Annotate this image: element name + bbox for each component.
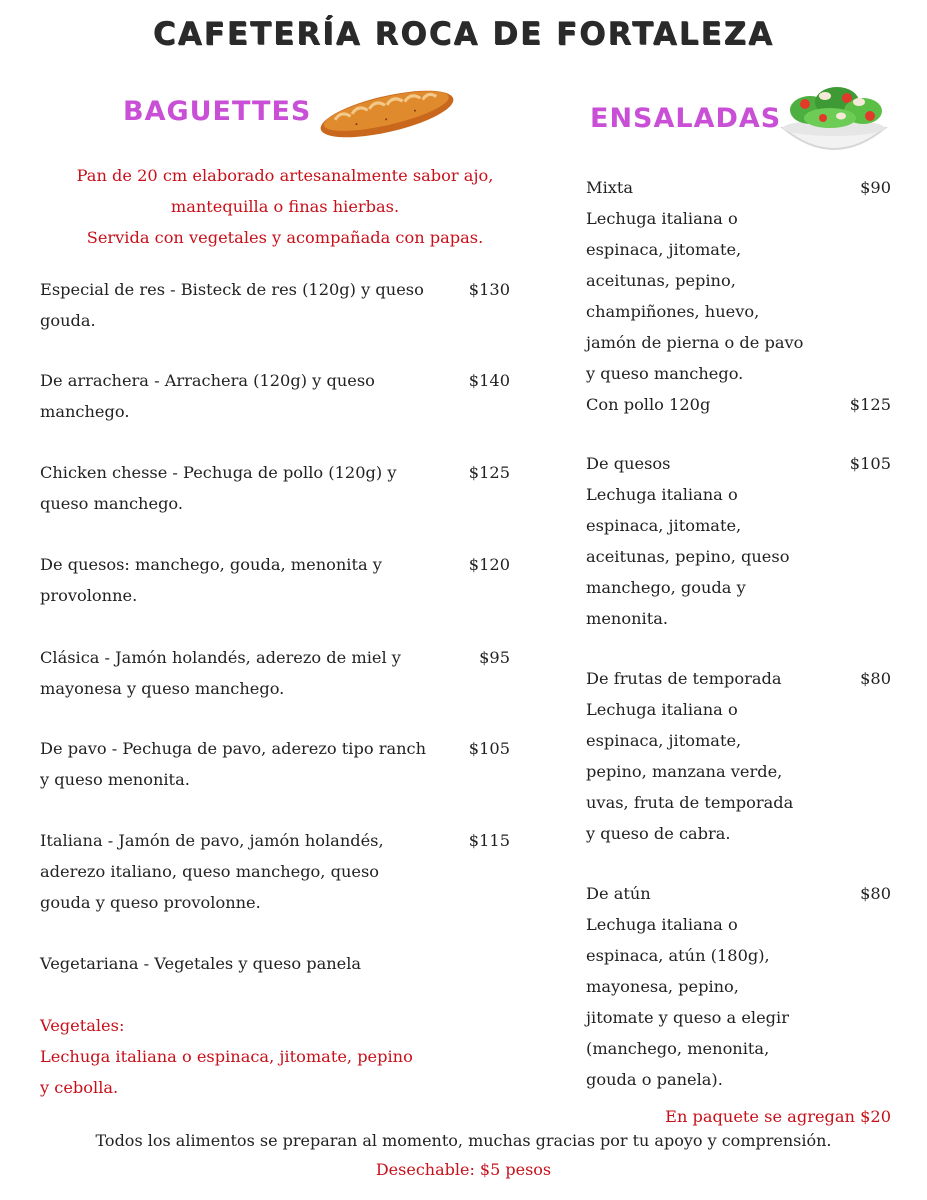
- salad-line: Lechuga italiana o: [586, 700, 738, 719]
- vegetales-line: y cebolla.: [40, 1078, 119, 1097]
- salad-line: mayonesa, pepino,: [586, 977, 739, 996]
- baguette-item-especial: [40, 274, 470, 336]
- item-line: mayonesa y queso manchego.: [40, 679, 285, 698]
- item-line: De arrachera - Arrachera (120g) y queso: [40, 371, 375, 390]
- salad-line: manchego, gouda y: [586, 578, 746, 597]
- salad-line: espinaca, jitomate,: [586, 240, 742, 259]
- item-line: provolonne.: [40, 586, 138, 605]
- baguette-item-clasica: [40, 642, 470, 704]
- baguette-item-chicken: [40, 457, 470, 519]
- salad-line: espinaca, jitomate,: [586, 731, 742, 750]
- salad-line: Lechuga italiana o: [586, 209, 738, 228]
- desechable-note: Desechable: $5 pesos: [375, 1160, 552, 1179]
- baguette-price: $120: [468, 555, 510, 574]
- salad-line: espinaca, atún (180g),: [586, 946, 770, 965]
- baguettes-intro: [40, 160, 530, 253]
- item-line: De quesos: manchego, gouda, menonita y: [40, 555, 382, 574]
- item-line: De pavo - Pechuga de pavo, aderezo tipo ranch: [40, 739, 427, 758]
- vegetales-label: Vegetales:: [40, 1016, 125, 1035]
- item-line: manchego.: [40, 402, 130, 421]
- salad-line: uvas, fruta de temporada: [586, 793, 794, 812]
- baguette-price: $140: [468, 371, 510, 390]
- baguette-item-arrachera: [40, 365, 470, 427]
- salad-item-atun: [586, 878, 836, 1095]
- item-line: aderezo italiano, queso manchego, queso: [40, 862, 380, 881]
- item-line: gouda y queso provolonne.: [40, 893, 261, 912]
- intro-line: Pan de 20 cm elaborado artesanalmente sabor ajo,: [76, 166, 494, 185]
- salad-item-frutas: [586, 663, 836, 849]
- salad-line: champiñones, huevo,: [586, 302, 760, 321]
- ensaladas-heading: ENSALADAS: [590, 103, 782, 134]
- item-line: Especial de res - Bisteck de res (120g) y queso: [40, 280, 424, 299]
- baguettes-heading: BAGUETTES: [123, 96, 312, 127]
- baguette-price: $130: [468, 280, 510, 299]
- salad-line: pepino, manzana verde,: [586, 762, 783, 781]
- salad-item-quesos: [586, 448, 836, 634]
- baguette-item-italiana: [40, 825, 470, 918]
- salad-name: De atún: [586, 884, 651, 903]
- salad-price: $105: [849, 454, 891, 473]
- item-line: gouda.: [40, 311, 96, 330]
- page-title: CAFETERÍA ROCA DE FORTALEZA: [152, 16, 775, 52]
- paquete-note: En paquete se agregan $20: [665, 1107, 891, 1126]
- salad-icon: [775, 78, 893, 166]
- item-line: Italiana - Jamón de pavo, jamón holandés,: [40, 831, 384, 850]
- item-line: Vegetariana - Vegetales y queso panela: [40, 954, 362, 973]
- salad-line: y queso de cabra.: [586, 824, 731, 843]
- vegetales-line: Lechuga italiana o espinaca, jitomate, pepino: [40, 1047, 413, 1066]
- salad-price: $90: [860, 178, 891, 197]
- salad-line: Lechuga italiana o: [586, 485, 738, 504]
- intro-line: Servida con vegetales y acompañada con papas.: [86, 228, 484, 247]
- item-line: Chicken chesse - Pechuga de pollo (120g) y: [40, 463, 397, 482]
- salad-line: espinaca, jitomate,: [586, 516, 742, 535]
- salad-line: y queso manchego.: [586, 364, 744, 383]
- footer-note: Todos los alimentos se preparan al momento, muchas gracias por tu apoyo y comprensión.: [95, 1131, 832, 1150]
- salad-price: $80: [860, 669, 891, 688]
- salad-line: jitomate y queso a elegir: [586, 1008, 789, 1027]
- salad-extra-price: $125: [849, 395, 891, 414]
- salad-line: Lechuga italiana o: [586, 915, 738, 934]
- salad-line: gouda o panela).: [586, 1070, 723, 1089]
- intro-line: mantequilla o finas hierbas.: [170, 197, 400, 216]
- item-line: y queso menonita.: [40, 770, 190, 789]
- item-line: Clásica - Jamón holandés, aderezo de miel y: [40, 648, 401, 667]
- baguette-price: $95: [479, 648, 510, 667]
- vegetales-note: [40, 1010, 470, 1103]
- salad-line: aceitunas, pepino, queso: [586, 547, 790, 566]
- salad-name: De quesos: [586, 454, 671, 473]
- salad-name: Mixta: [586, 178, 634, 197]
- salad-line: jamón de pierna o de pavo: [586, 333, 804, 352]
- baguette-item-quesos: [40, 549, 470, 611]
- baguette-price: $115: [468, 831, 510, 850]
- baguette-icon: [315, 84, 460, 142]
- baguette-item-vegetariana: [40, 948, 470, 979]
- salad-line: aceitunas, pepino,: [586, 271, 736, 290]
- salad-price: $80: [860, 884, 891, 903]
- salad-extra-name: Con pollo 120g: [586, 395, 711, 414]
- baguette-price: $125: [468, 463, 510, 482]
- salad-item-mixta: [586, 172, 836, 420]
- baguette-price: $105: [468, 739, 510, 758]
- baguette-item-pavo: [40, 733, 470, 795]
- salad-line: (manchego, menonita,: [586, 1039, 770, 1058]
- salad-line: menonita.: [586, 609, 669, 628]
- salad-name: De frutas de temporada: [586, 669, 782, 688]
- item-line: queso manchego.: [40, 494, 184, 513]
